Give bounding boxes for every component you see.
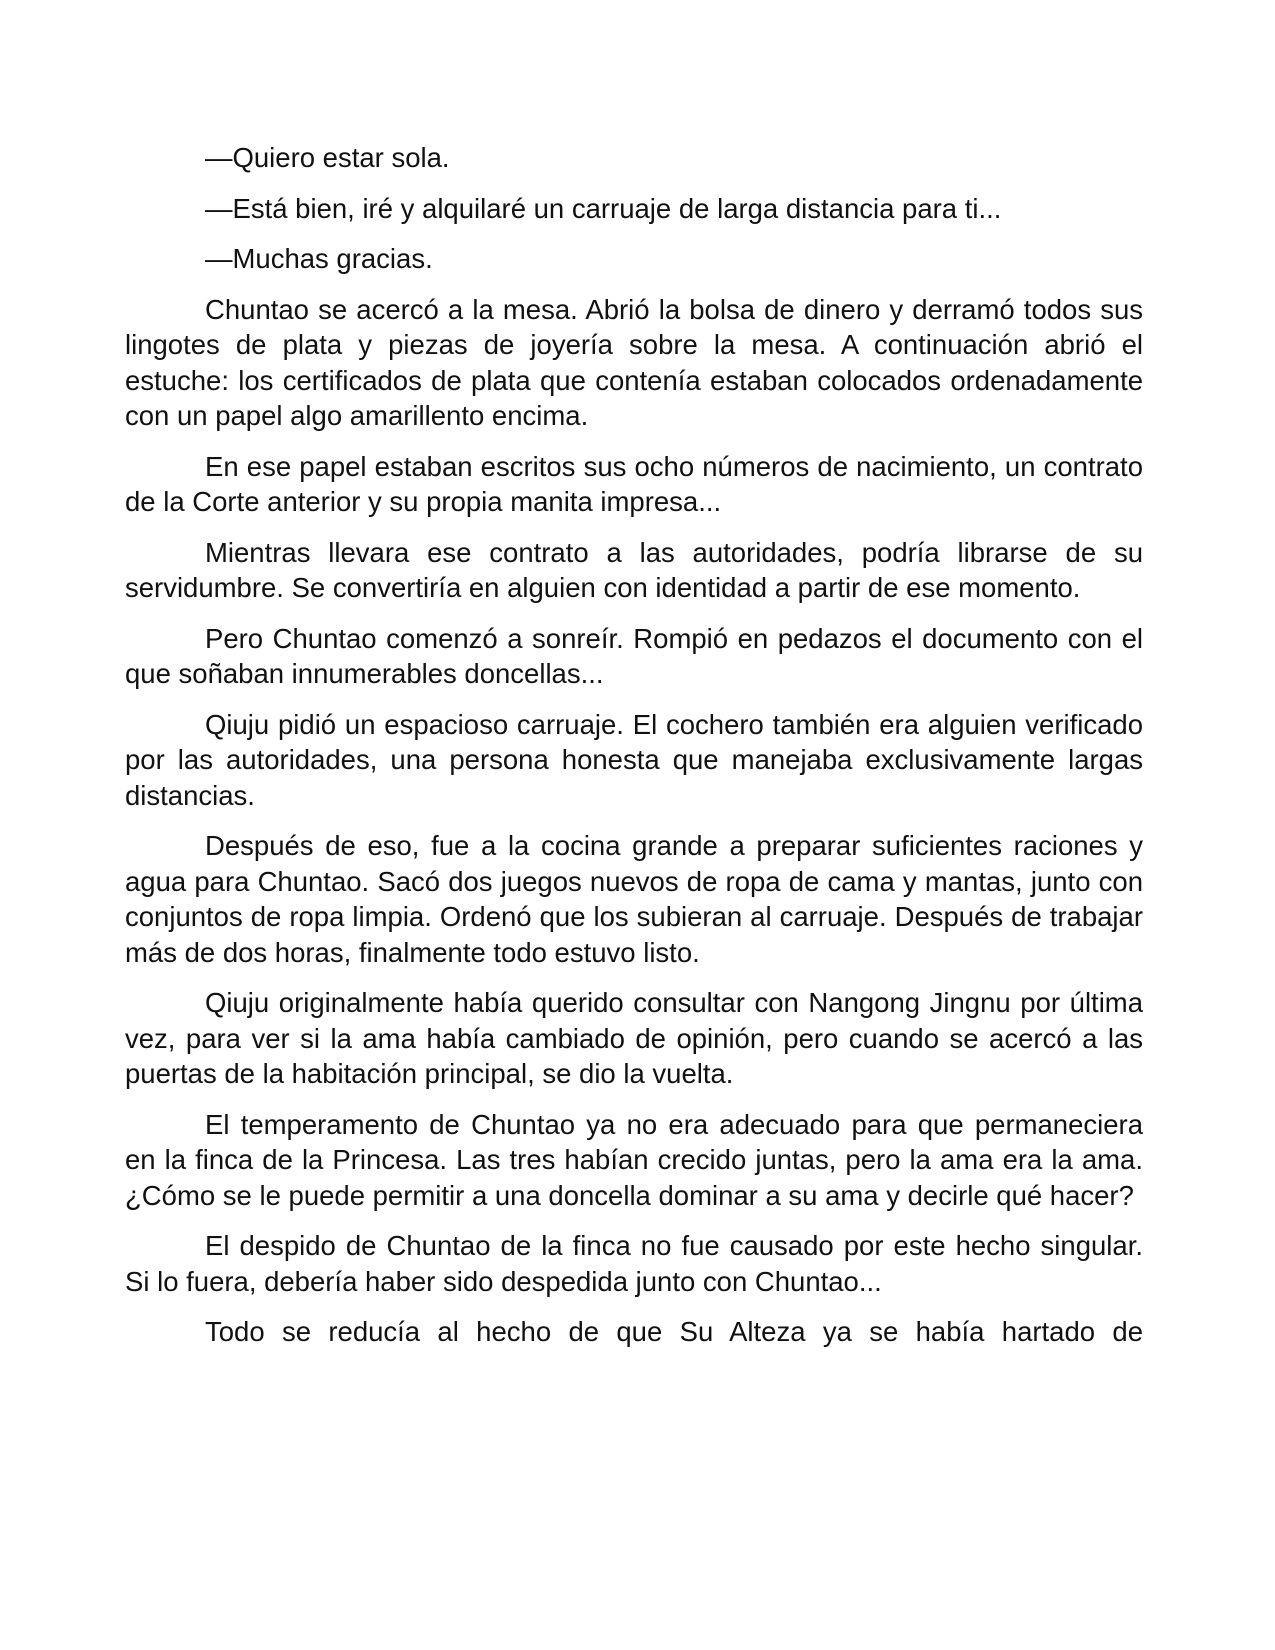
paragraph-2: —Está bien, iré y alquilaré un carruaje de larga distancia para ti... bbox=[205, 192, 1002, 224]
paragraph-5: En ese papel estaban escritos sus ocho números de nacimiento, un contrato de la Corte anterior y su propia manita impresa... bbox=[125, 450, 1143, 517]
paragraph-13: Todo se reducía al hecho de que Su Alteza ya se había hartado de bbox=[205, 1316, 1143, 1347]
paragraph-4: Chuntao se acercó a la mesa. Abrió la bolsa de dinero y derramó todos sus lingotes de plata y piezas de joyería sobre la mesa. A continuación abrió el estuche: los certificados de plata que contenía estaban colocados ordenadamente con un papel algo amarillento encima. bbox=[125, 293, 1143, 431]
paragraph-8: Qiuju pidió un espacioso carruaje. El cochero también era alguien verificado por las autoridades, una persona honesta que manejaba exclusivamente largas distancias. bbox=[125, 708, 1143, 811]
paragraph-11: El temperamento de Chuntao ya no era adecuado para que permaneciera en la finca de la Princesa. Las tres habían crecido juntas, pero la ama era la ama. ¿Cómo se le puede permitir a una doncella dominar a su ama y decirle qué hacer? bbox=[125, 1108, 1143, 1211]
paragraph-3: —Muchas gracias. bbox=[205, 243, 433, 274]
paragraph-6: Mientras llevara ese contrato a las autoridades, podría librarse de su servidumbre. Se convertiría en alguien con identidad a partir de ese momento. bbox=[125, 536, 1143, 603]
document-page bbox=[125, 140, 1143, 1365]
paragraph-7: Pero Chuntao comenzó a sonreír. Rompió en pedazos el documento con el que soñaban innumerables doncellas... bbox=[125, 622, 1143, 689]
paragraph-9: Después de eso, fue a la cocina grande a preparar suficientes raciones y agua para Chuntao. Sacó dos juegos nuevos de ropa de cama y mantas, junto con conjuntos de ropa limpia. Ordenó que los subieran al carruaje. Después de trabajar más de dos horas, finalmente todo estuvo listo. bbox=[125, 830, 1143, 968]
paragraph-12: El despido de Chuntao de la finca no fue causado por este hecho singular. Si lo fuera, debería haber sido despedida junto con Chuntao... bbox=[125, 1230, 1143, 1297]
paragraph-10: Qiuju originalmente había querido consultar con Nangong Jingnu por última vez, para ver si la ama había cambiado de opinión, pero cuando se acercó a las puertas de la habitación principal, se dio la vuelta. bbox=[125, 987, 1143, 1089]
paragraph-1: —Quiero estar sola. bbox=[205, 142, 450, 173]
